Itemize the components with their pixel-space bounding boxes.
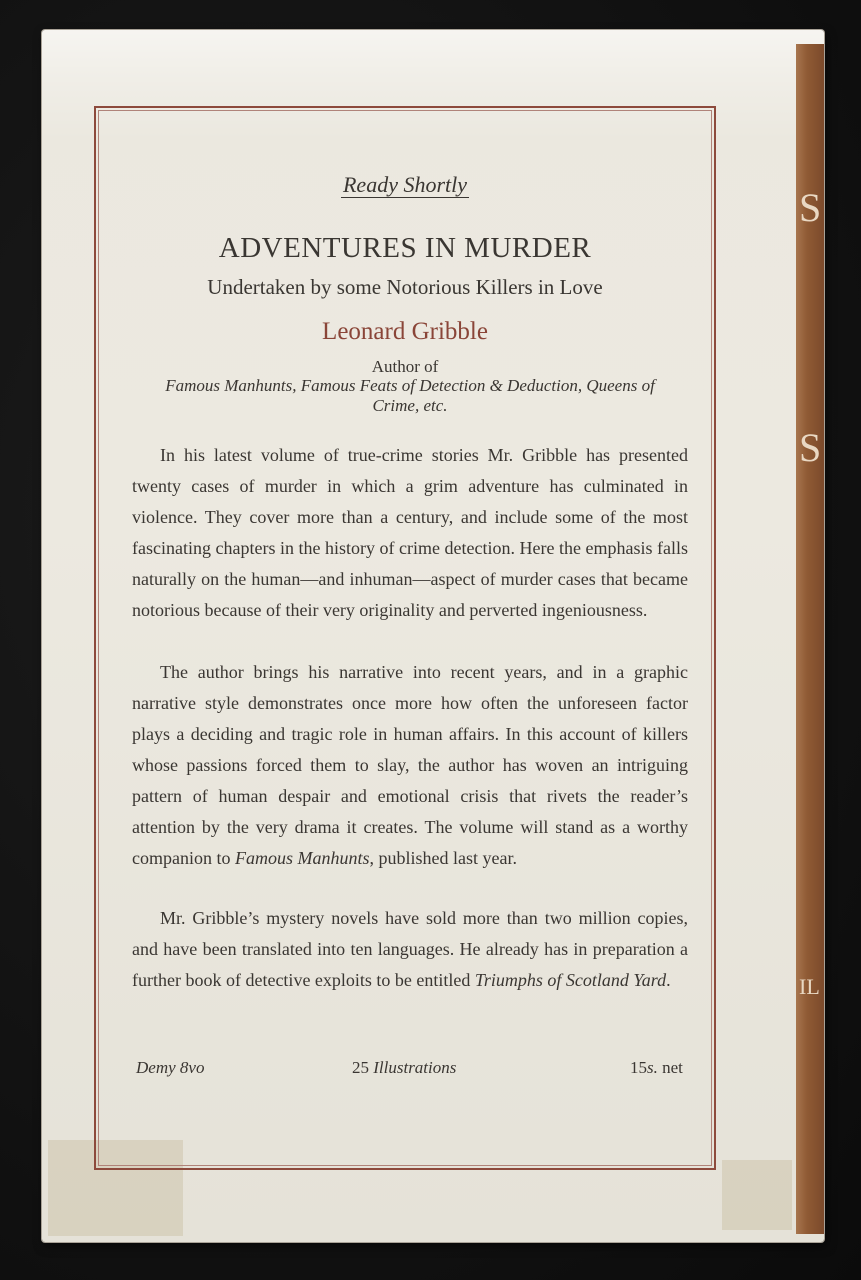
book-price: 15s. net [630,1058,683,1077]
tape-mark [722,1160,792,1230]
previous-works-line: Crime, etc. [372,396,448,415]
book-spine-edge [796,44,824,1234]
spine-letter: S [799,185,822,230]
book-title: ADVENTURES IN MURDER [218,232,592,264]
author-of-label: Author of [371,357,439,376]
book-format: Demy 8vo [136,1058,205,1077]
decorative-border-inner [98,110,712,1166]
book-subtitle: Undertaken by some Notorious Killers in Love [207,275,603,299]
blurb-paragraph [132,657,688,874]
previous-works [120,376,700,416]
spine-letter: S [799,425,822,470]
book-reference: Triumphs of Scotland Yard [474,970,667,990]
blurb-paragraph [132,903,688,996]
blurb-text: In his latest volume of true-crime stories Mr. Gribble has presented twenty cases of murder in which a grim adventure has culminated in violence. They cover more than a century, and include some of the most fascinating chapters in the history of crime detection. Here the emphasis falls naturally on the human—and inhuman—aspect of murder cases that became notorious because of their very originality and perverted ingeniousness. [132,445,688,620]
illustrations-count: 25 Illustrations [352,1058,457,1077]
blurb-paragraph [132,440,688,626]
previous-works-line: Famous Manhunts, Famous Feats of Detection & Deduction, Queens of [165,376,655,395]
author-name: Leonard Gribble [322,318,488,345]
blurb-text: The author brings his narrative into recent years, and in a graphic narrative style demonstrates once more how often the unforeseen factor plays a deciding and tragic role in human affairs. In this account of killers whose passions forced them to slay, the author has woven an intriguing pattern of human despair and emotional crisis that rivets the reader’s attention by the very drama it creates. The volume will stand as a worthy companion to Famous Manhunts, published last year. [132,662,688,868]
blurb-text: Mr. Gribble’s mystery novels have sold more than two million copies, and have been translated into ten languages. He already has in preparation a further book of detective exploits to be entitled Triumphs of Scotland Yard. [132,908,688,990]
spine-letter: IL [799,974,820,999]
ready-shortly-heading: Ready Shortly [342,172,468,197]
book-reference: Famous Manhunts [234,848,370,868]
